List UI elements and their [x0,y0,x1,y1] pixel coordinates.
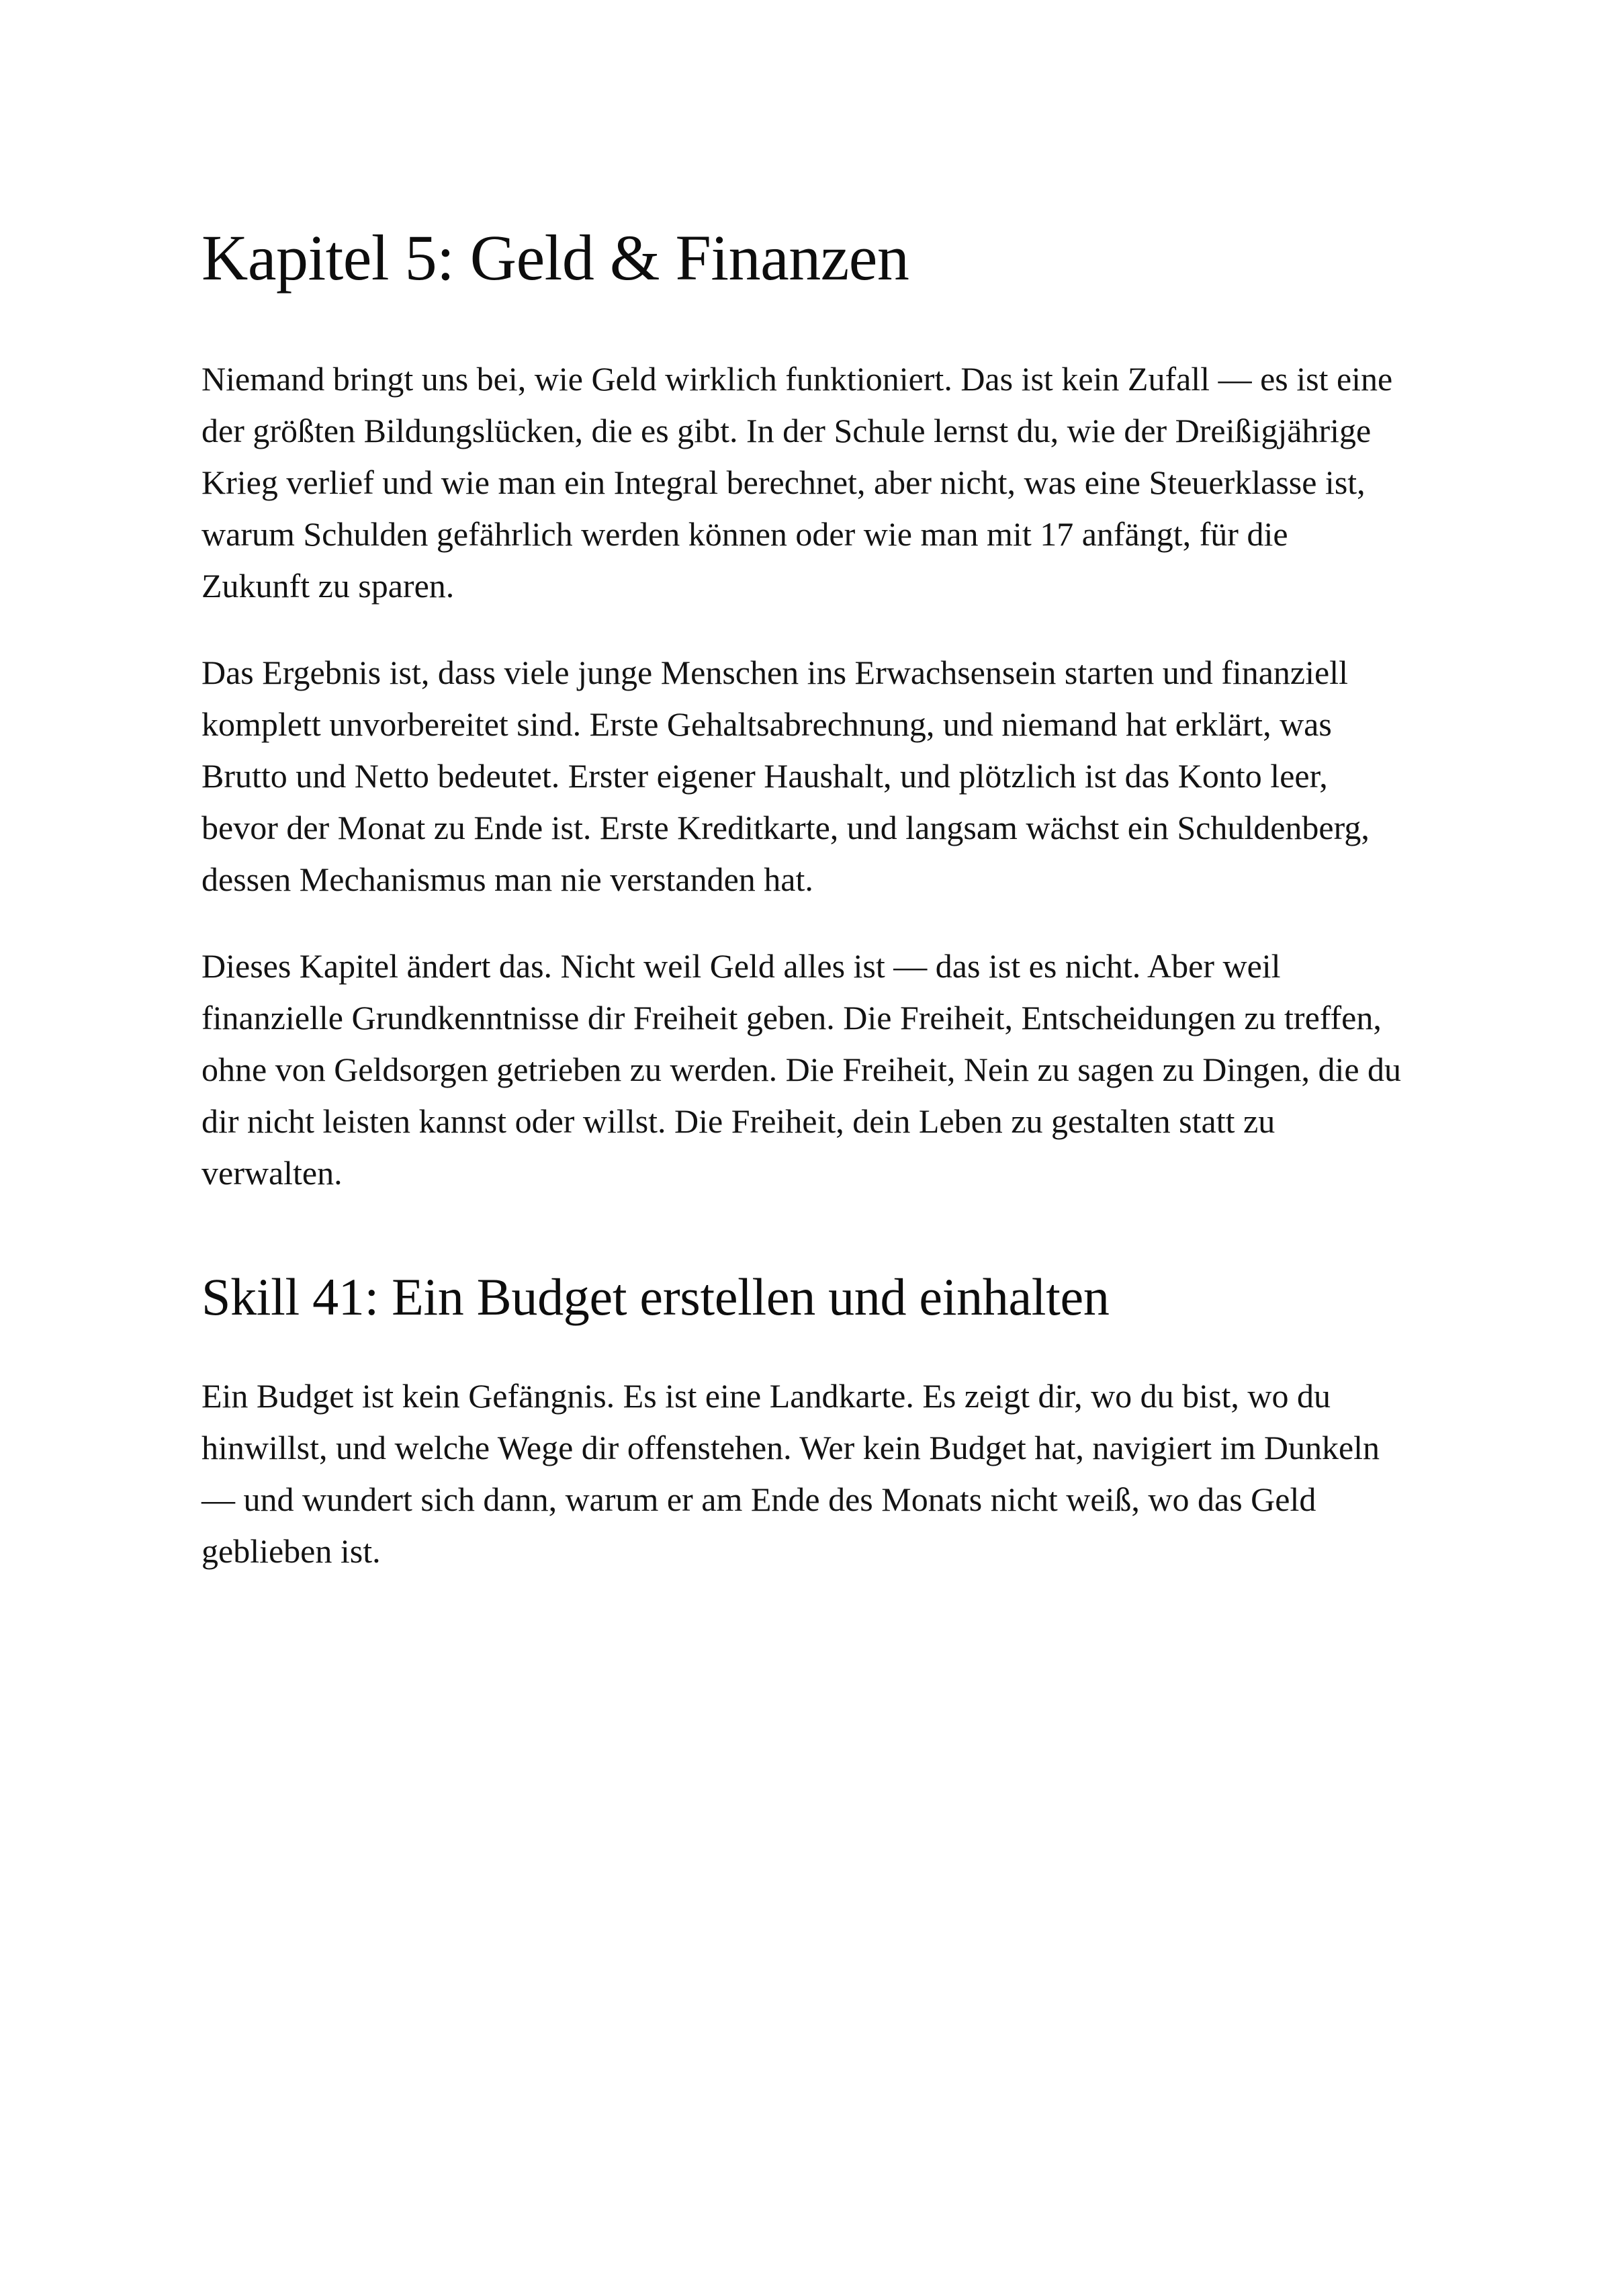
skill-section-title: Skill 41: Ein Budget erstellen und einhalten [202,1267,1110,1326]
chapter-title: Kapitel 5: Geld & Finanzen [202,222,909,294]
intro-paragraph-1: Niemand bringt uns bei, wie Geld wirklich funktioniert. Das ist kein Zufall — es ist eine der größten Bildungslücken, die es gibt. In der Schule lernst du, wie der Dreißigjährige Krieg verlief und wie man ein Integral berechnet, aber nicht, was eine Steuerklasse ist, warum Schulden gefährlich werden können oder wie man mit 17 anfängt, für die Zukunft zu sparen. [202,359,1393,605]
intro-paragraph-2: Das Ergebnis ist, dass viele junge Menschen ins Erwachsensein starten und finanziell komplett unvorbereitet sind. Erste Gehaltsabrechnung, und niemand hat erklärt, was Brutto und Netto bedeutet. Erster eigener Haushalt, und plötzlich ist das Konto leer, bevor der Monat zu Ende ist. Erste Kreditkarte, und langsam wächst ein Schuldenberg, dessen Mechanismus man nie verstanden hat. [202,653,1370,898]
skill-paragraph-1: Ein Budget ist kein Gefängnis. Es ist eine Landkarte. Es zeigt dir, wo du bist, wo du hinwillst, und welche Wege dir offenstehen. Wer kein Budget hat, navigiert im Dunkeln — und wundert sich dann, warum er am Ende des Monats nicht weiß, wo das Geld geblieben ist. [202,1377,1380,1571]
intro-paragraph-3: Dieses Kapitel ändert das. Nicht weil Geld alles ist — das ist es nicht. Aber weil finanzielle Grundkenntnisse dir Freiheit geben. Die Freiheit, Entscheidungen zu treffen, ohne von Geldsorgen getrieben zu werden. Die Freiheit, Nein zu sagen zu Dingen, die du dir nicht leisten kannst oder willst. Die Freiheit, dein Leben zu gestalten statt zu verwalten. [202,946,1402,1192]
